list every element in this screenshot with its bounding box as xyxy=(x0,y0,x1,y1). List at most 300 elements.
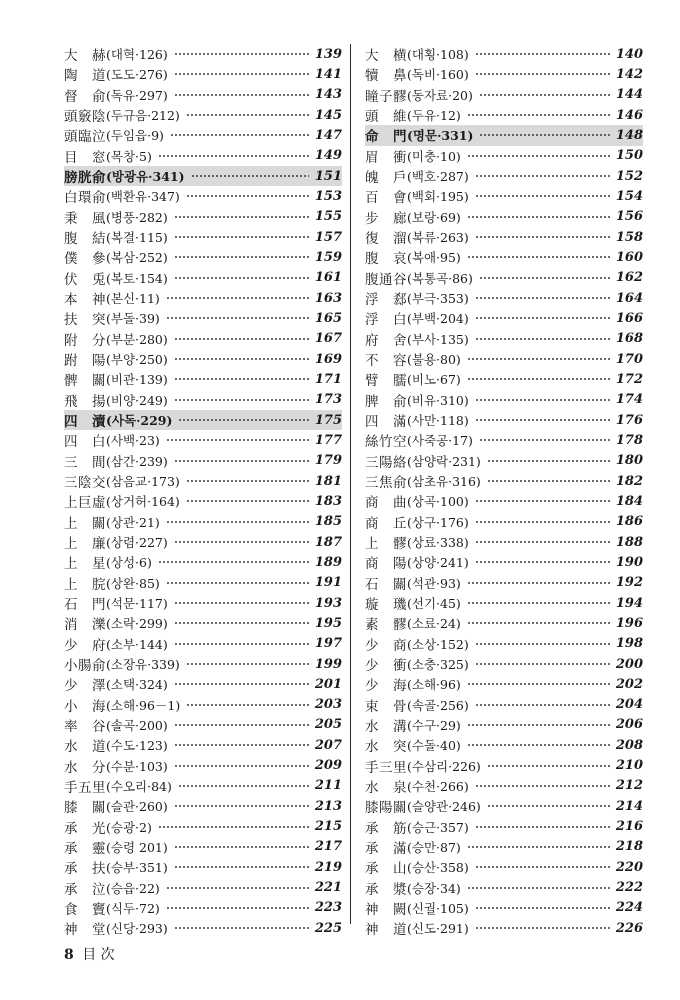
entry-page-number: 220 xyxy=(615,859,643,875)
entry-page-number: 202 xyxy=(615,676,643,692)
leader-dots xyxy=(475,663,610,665)
index-entry xyxy=(365,532,643,552)
entry-hanja: 上 廉 xyxy=(64,536,106,553)
entry-korean: (복통곡·86) xyxy=(407,270,473,286)
index-entry xyxy=(365,207,643,227)
entry-hanja: 命 門 xyxy=(365,129,407,146)
entry-hanja: 四 白 xyxy=(64,434,106,451)
entry-page-number: 195 xyxy=(314,615,342,631)
entry-page-number: 200 xyxy=(615,656,643,672)
entry-page-number: 194 xyxy=(615,595,643,611)
entry-korean: (소해·96) xyxy=(407,677,461,693)
entry-hanja: 脾 俞 xyxy=(365,393,407,410)
leader-dots xyxy=(479,94,610,96)
entry-page-number: 181 xyxy=(314,473,342,489)
entry-hanja: 食 竇 xyxy=(64,901,106,918)
entry-page-number: 176 xyxy=(615,412,643,428)
entry-hanja: 少 商 xyxy=(365,637,407,654)
leader-dots xyxy=(166,907,309,909)
leader-dots xyxy=(178,785,309,787)
leader-dots xyxy=(158,155,309,157)
index-entry xyxy=(365,491,643,511)
entry-page-number: 174 xyxy=(615,392,643,408)
leader-dots xyxy=(475,541,610,543)
entry-page-number: 166 xyxy=(615,310,643,326)
entry-page-number: 152 xyxy=(615,168,643,184)
entry-hanja: 四 瀆 xyxy=(64,414,106,431)
entry-hanja: 束 骨 xyxy=(365,698,407,715)
entry-hanja: 臂 臑 xyxy=(365,373,407,390)
leader-dots xyxy=(191,175,309,177)
entry-hanja: 水 分 xyxy=(64,759,106,776)
entry-page-number: 198 xyxy=(615,636,643,652)
entry-page-number: 212 xyxy=(615,778,643,794)
index-entry xyxy=(64,186,342,206)
leader-dots xyxy=(475,643,610,645)
entry-korean: (상구·176) xyxy=(407,514,469,530)
entry-page-number: 182 xyxy=(615,473,643,489)
entry-hanja: 神 堂 xyxy=(64,922,106,939)
entry-hanja: 手五里 xyxy=(64,779,106,796)
leader-dots xyxy=(467,582,610,584)
entry-page-number: 183 xyxy=(314,493,342,509)
entry-page-number: 222 xyxy=(615,880,643,896)
entry-page-number: 140 xyxy=(615,46,643,62)
leader-dots xyxy=(475,399,610,401)
entry-korean: (방광유·341) xyxy=(106,169,185,185)
leader-dots xyxy=(174,805,309,807)
index-entry xyxy=(64,85,342,105)
entry-korean: (슬관·260) xyxy=(106,799,168,815)
index-entry xyxy=(64,247,342,267)
entry-hanja: 膀胱俞 xyxy=(64,170,106,187)
entry-hanja: 伏 兎 xyxy=(64,271,106,288)
leader-dots xyxy=(467,378,610,380)
index-entry xyxy=(365,898,643,918)
leader-dots xyxy=(166,297,309,299)
leader-dots xyxy=(166,582,309,584)
entry-korean: (삼음교·173) xyxy=(106,474,180,490)
index-entry xyxy=(365,227,643,247)
index-entry xyxy=(365,674,643,694)
entry-hanja: 跗 陽 xyxy=(64,353,106,370)
index-entry xyxy=(365,857,643,877)
entry-korean: (상완·85) xyxy=(106,575,160,591)
entry-hanja: 飛 揚 xyxy=(64,393,106,410)
entry-page-number: 173 xyxy=(314,392,342,408)
entry-korean: (상거허·164) xyxy=(106,494,180,510)
entry-hanja: 大 横 xyxy=(365,48,407,65)
leader-dots xyxy=(475,521,610,523)
entry-page-number: 142 xyxy=(615,66,643,82)
leader-dots xyxy=(166,521,309,523)
index-entry xyxy=(64,268,342,288)
entry-page-number: 141 xyxy=(314,66,342,82)
leader-dots xyxy=(467,602,610,604)
leader-dots xyxy=(479,277,610,279)
index-entry xyxy=(64,288,342,308)
leader-dots xyxy=(475,236,610,238)
entry-hanja: 百 會 xyxy=(365,190,407,207)
index-entry xyxy=(64,308,342,328)
entry-page-number: 168 xyxy=(615,331,643,347)
leader-dots xyxy=(174,622,309,624)
index-entry xyxy=(365,654,643,674)
index-entry xyxy=(64,613,342,633)
entry-korean: (비유·310) xyxy=(407,392,469,408)
entry-korean: (승근·357) xyxy=(407,819,469,835)
entry-hanja: 承 筋 xyxy=(365,820,407,837)
index-entry xyxy=(365,410,643,430)
entry-page-number: 203 xyxy=(314,697,342,713)
entry-page-number: 170 xyxy=(615,351,643,367)
entry-page-number: 211 xyxy=(314,778,342,794)
entry-hanja: 少 衝 xyxy=(365,658,407,674)
leader-dots xyxy=(467,114,610,116)
leader-dots xyxy=(174,338,309,340)
entry-hanja: 魄 戶 xyxy=(365,170,407,187)
index-entry xyxy=(365,816,643,836)
leader-dots xyxy=(475,419,610,421)
index-entry xyxy=(64,634,342,654)
entry-page-number: 167 xyxy=(314,331,342,347)
leader-dots xyxy=(166,887,309,889)
entry-page-number: 161 xyxy=(314,270,342,286)
leader-dots xyxy=(479,134,609,136)
entry-page-number: 163 xyxy=(314,290,342,306)
entry-korean: (도도·276) xyxy=(106,67,168,83)
leader-dots xyxy=(186,663,309,665)
entry-page-number: 157 xyxy=(314,229,342,245)
entry-page-number: 171 xyxy=(314,371,342,387)
entry-korean: (독유·297) xyxy=(106,87,168,103)
entry-hanja: 少 府 xyxy=(64,637,106,654)
entry-hanja: 石 關 xyxy=(365,576,407,593)
index-entry xyxy=(365,64,643,84)
entry-hanja: 三陰交 xyxy=(64,475,106,492)
entry-hanja: 大 赫 xyxy=(64,48,106,65)
entry-korean: (복류·263) xyxy=(407,230,469,246)
leader-dots xyxy=(475,73,610,75)
entry-page-number: 197 xyxy=(314,636,342,652)
leader-dots xyxy=(475,907,610,909)
entry-hanja: 水 道 xyxy=(64,739,106,756)
index-entry xyxy=(365,329,643,349)
leader-dots xyxy=(174,765,309,767)
leader-dots xyxy=(475,175,610,177)
index-entry xyxy=(365,695,643,715)
index-entry xyxy=(365,430,643,450)
entry-hanja: 膝陽關 xyxy=(365,800,407,817)
index-entry xyxy=(365,593,643,613)
entry-page-number: 221 xyxy=(314,880,342,896)
entry-hanja: 承 扶 xyxy=(64,861,106,878)
entry-hanja: 石 門 xyxy=(64,597,106,614)
entry-korean: (소상·152) xyxy=(407,636,469,652)
entry-hanja: 上巨虛 xyxy=(64,495,106,512)
entry-hanja: 不 容 xyxy=(365,353,407,370)
entry-hanja: 消 濼 xyxy=(64,617,106,634)
entry-korean: (수도·123) xyxy=(106,738,168,754)
entry-page-number: 179 xyxy=(314,453,342,469)
leader-dots xyxy=(174,277,309,279)
index-entry xyxy=(365,105,643,125)
entry-page-number: 196 xyxy=(615,615,643,631)
entry-hanja: 承 滿 xyxy=(365,840,407,857)
leader-dots xyxy=(174,846,309,848)
entry-korean: (부분·280) xyxy=(106,331,168,347)
leader-dots xyxy=(170,134,309,136)
index-entry xyxy=(64,64,342,84)
index-entry xyxy=(64,512,342,532)
entry-korean: (본신·11) xyxy=(106,291,160,307)
leader-dots xyxy=(475,195,610,197)
entry-korean: (사백·23) xyxy=(106,433,160,449)
index-entry xyxy=(365,471,643,491)
entry-hanja: 上 髎 xyxy=(365,536,407,553)
index-entry xyxy=(64,390,342,410)
entry-hanja: 手三里 xyxy=(365,759,407,776)
entry-korean: (복토·154) xyxy=(106,270,168,286)
entry-korean: (사죽공·17) xyxy=(407,433,473,449)
entry-korean: (소료·24) xyxy=(407,616,461,632)
entry-korean: (삼양락·231) xyxy=(407,453,481,469)
index-entry xyxy=(365,268,643,288)
index-entry xyxy=(64,430,342,450)
leader-dots xyxy=(467,724,610,726)
entry-hanja: 承 泣 xyxy=(64,881,106,898)
index-entry xyxy=(64,166,342,186)
entry-korean: (상렴·227) xyxy=(106,535,168,551)
leader-dots xyxy=(186,114,309,116)
entry-korean: (승령 201) xyxy=(106,839,168,855)
leader-dots xyxy=(158,561,309,563)
entry-hanja: 小 海 xyxy=(64,698,106,715)
index-entry xyxy=(64,816,342,836)
leader-dots xyxy=(174,236,309,238)
entry-korean: (선기·45) xyxy=(407,596,461,612)
leader-dots xyxy=(174,73,309,75)
leader-dots xyxy=(174,94,309,96)
entry-korean: (두유·12) xyxy=(407,108,461,124)
leader-dots xyxy=(174,216,309,218)
entry-page-number: 147 xyxy=(314,127,342,143)
entry-hanja: 府 舍 xyxy=(365,332,407,349)
entry-page-number: 204 xyxy=(615,697,643,713)
entry-page-number: 187 xyxy=(314,534,342,550)
leader-dots xyxy=(467,358,610,360)
leader-dots xyxy=(186,500,309,502)
entry-korean: (수천·266) xyxy=(407,778,469,794)
entry-korean: (사독·229) xyxy=(106,413,173,429)
index-entry xyxy=(365,125,643,145)
index-entry xyxy=(365,715,643,735)
entry-korean: (석관·93) xyxy=(407,575,461,591)
leader-dots xyxy=(174,358,309,360)
entry-korean: (석문·117) xyxy=(106,596,168,612)
index-entry xyxy=(64,471,342,491)
entry-page-number: 223 xyxy=(314,900,342,916)
leader-dots xyxy=(174,927,309,929)
index-entry xyxy=(64,44,342,64)
entry-page-number: 208 xyxy=(615,737,643,753)
entry-hanja: 附 分 xyxy=(64,332,106,349)
entry-korean: (수오리·84) xyxy=(106,778,172,794)
index-entry xyxy=(365,634,643,654)
leader-dots xyxy=(174,53,309,55)
index-entry xyxy=(64,593,342,613)
leader-dots xyxy=(475,297,610,299)
index-entry xyxy=(64,695,342,715)
leader-dots xyxy=(479,439,610,441)
entry-page-number: 143 xyxy=(314,87,342,103)
entry-hanja: 水 溝 xyxy=(365,718,407,735)
leader-dots xyxy=(178,419,308,421)
leader-dots xyxy=(467,683,610,685)
entry-page-number: 210 xyxy=(615,758,643,774)
entry-page-number: 155 xyxy=(314,209,342,225)
index-entry xyxy=(365,877,643,897)
entry-hanja: 扶 突 xyxy=(64,312,106,329)
leader-dots xyxy=(475,500,610,502)
entry-korean: (수구·29) xyxy=(407,717,461,733)
entry-page-number: 209 xyxy=(314,758,342,774)
entry-hanja: 承 靈 xyxy=(64,840,106,857)
index-entry xyxy=(365,451,643,471)
entry-korean: (대혁·126) xyxy=(106,47,168,63)
entry-hanja: 髀 關 xyxy=(64,373,106,390)
leader-dots xyxy=(467,744,610,746)
entry-page-number: 188 xyxy=(615,534,643,550)
entry-page-number: 145 xyxy=(314,107,342,123)
entry-hanja: 僕 參 xyxy=(64,251,106,268)
entry-hanja: 腹 結 xyxy=(64,231,106,248)
leader-dots xyxy=(475,866,610,868)
entry-page-number: 180 xyxy=(615,453,643,469)
index-entry xyxy=(64,735,342,755)
leader-dots xyxy=(475,826,610,828)
entry-korean: (솔곡·200) xyxy=(106,717,168,733)
entry-korean: (비노·67) xyxy=(407,372,461,388)
entry-page-number: 156 xyxy=(615,209,643,225)
entry-korean: (수삼리·226) xyxy=(407,758,481,774)
entry-hanja: 水 突 xyxy=(365,739,407,756)
leader-dots xyxy=(487,805,610,807)
leader-dots xyxy=(467,846,610,848)
entry-korean: (상성·6) xyxy=(106,555,152,571)
leader-dots xyxy=(174,866,309,868)
entry-hanja: 小腸俞 xyxy=(64,658,106,674)
entry-korean: (신당·293) xyxy=(106,921,168,937)
entry-hanja: 腹通谷 xyxy=(365,271,407,288)
entry-hanja: 頭竅陰 xyxy=(64,109,106,126)
entry-hanja: 商 丘 xyxy=(365,515,407,532)
entry-hanja: 絲竹空 xyxy=(365,434,407,451)
entry-hanja: 步 廊 xyxy=(365,210,407,227)
index-entry xyxy=(64,674,342,694)
entry-korean: (소충·325) xyxy=(407,657,469,672)
entry-korean: (미충·10) xyxy=(407,148,461,164)
entry-korean: (두규음·212) xyxy=(106,108,180,124)
entry-page-number: 207 xyxy=(314,737,342,753)
entry-korean: (대횡·108) xyxy=(407,47,469,63)
entry-hanja: 上 關 xyxy=(64,515,106,532)
entry-page-number: 146 xyxy=(615,107,643,123)
index-entry xyxy=(64,146,342,166)
entry-hanja: 眉 衝 xyxy=(365,149,407,166)
index-entry xyxy=(365,613,643,633)
entry-korean: (부백·204) xyxy=(407,311,469,327)
entry-page-number: 189 xyxy=(314,554,342,570)
index-entry xyxy=(64,573,342,593)
index-entry xyxy=(64,715,342,735)
leader-dots xyxy=(467,216,610,218)
index-entry xyxy=(64,532,342,552)
leader-dots xyxy=(467,887,610,889)
leader-dots xyxy=(186,480,309,482)
entry-hanja: 上 星 xyxy=(64,556,106,573)
entry-page-number: 159 xyxy=(314,249,342,265)
index-entry xyxy=(365,552,643,572)
index-entry xyxy=(365,247,643,267)
entry-korean: (슬양관·246) xyxy=(407,799,481,815)
entry-hanja: 少 澤 xyxy=(64,678,106,695)
entry-page-number: 226 xyxy=(615,920,643,936)
entry-hanja: 復 溜 xyxy=(365,231,407,248)
entry-korean: (부극·353) xyxy=(407,291,469,307)
leader-dots xyxy=(174,724,309,726)
index-entry xyxy=(365,390,643,410)
index-entry xyxy=(365,755,643,775)
leader-dots xyxy=(487,480,610,482)
entry-korean: (식두·72) xyxy=(106,900,160,916)
entry-korean: (복삼·252) xyxy=(106,250,168,266)
entry-korean: (삼간·239) xyxy=(106,453,168,469)
entry-korean: (승읍·22) xyxy=(106,880,160,896)
entry-page-number: 144 xyxy=(615,87,643,103)
entry-hanja: 三陽絡 xyxy=(365,454,407,471)
index-entry xyxy=(64,918,342,938)
entry-page-number: 169 xyxy=(314,351,342,367)
leader-dots xyxy=(174,378,309,380)
index-entry xyxy=(365,796,643,816)
leader-dots xyxy=(174,399,309,401)
index-entry xyxy=(365,776,643,796)
index-entry xyxy=(64,837,342,857)
entry-korean: (복애·95) xyxy=(407,250,461,266)
entry-korean: (삼초유·316) xyxy=(407,474,481,490)
entry-korean: (승부·351) xyxy=(106,860,168,876)
entry-hanja: 神 闕 xyxy=(365,901,407,918)
entry-korean: (소락·299) xyxy=(106,616,168,632)
index-entry xyxy=(365,288,643,308)
index-column-left xyxy=(64,44,342,938)
index-entry xyxy=(64,329,342,349)
index-entry xyxy=(365,837,643,857)
entry-korean: (불용·80) xyxy=(407,352,461,368)
entry-hanja: 陶 道 xyxy=(64,68,106,85)
leader-dots xyxy=(487,765,610,767)
leader-dots xyxy=(467,256,610,258)
index-entry xyxy=(365,369,643,389)
leader-dots xyxy=(166,439,309,441)
entry-hanja: 四 滿 xyxy=(365,414,407,431)
entry-korean: (승산·358) xyxy=(407,860,469,876)
entry-korean: (백호·287) xyxy=(407,169,469,185)
entry-hanja: 秉 風 xyxy=(64,210,106,227)
leader-dots xyxy=(174,460,309,462)
entry-page-number: 178 xyxy=(615,432,643,448)
